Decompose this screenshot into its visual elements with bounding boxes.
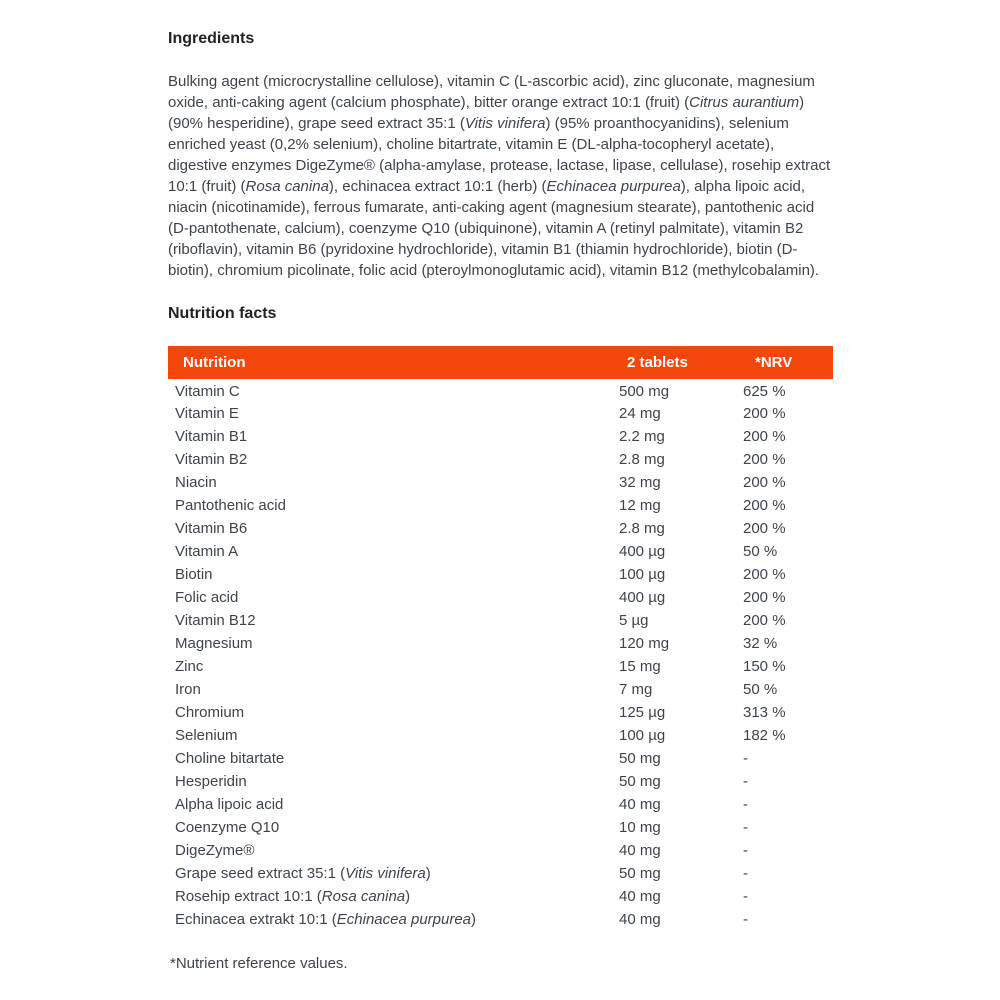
- table-row: [168, 839, 833, 862]
- table-row: [168, 655, 833, 678]
- nutrition-facts-heading: Nutrition facts: [168, 305, 277, 322]
- table-row: [168, 425, 833, 448]
- nutrient-name-cell: Vitamin E: [175, 404, 239, 422]
- amount-cell: 125 µg: [619, 703, 666, 721]
- amount-cell: 2.8 mg: [619, 450, 665, 468]
- table-row: [168, 724, 833, 747]
- amount-cell: 24 mg: [619, 404, 661, 422]
- amount-cell: 5 µg: [619, 611, 649, 629]
- nrv-cell: 182 %: [743, 726, 786, 744]
- amount-cell: 7 mg: [619, 680, 653, 698]
- ingredients-paragraph: Bulking agent (microcrystalline cellulose), vitamin C (L-ascorbic acid), zinc gluconate, magnesium oxide, anti-caking agent (calcium phosphate), bitter orange extract 10:1 (fruit) (Citrus aurantium) (90% hesperidine), grape seed extract 35:1 (Vitis vinifera) (95% proanthocyanidins), selenium enriched yeast (0,2% selenium), choline bitartrate, vitamin E (DL-alpha-tocopheryl acetate), digestive enzymes DigeZyme® (alpha-amylase, protease, lactase, lipase, cellulase), rosehip extract 10:1 (fruit) (Rosa canina), echinacea extract 10:1 (herb) (Echinacea purpurea), alpha lipoic acid, niacin (nicotinamide), ferrous fumarate, anti-caking agent (magnesium stearate), pantothenic acid (D-pantothenate, calcium), coenzyme Q10 (ubiquinone), vitamin A (retinyl palmitate), vitamin B2 (riboflavin), vitamin B6 (pyridoxine hydrochloride), vitamin B1 (thiamin hydrochloride), biotin (D-biotin), chromium picolinate, folic acid (pteroylmonoglutamic acid), vitamin B12 (methylcobalamin).: [168, 73, 831, 279]
- nutrient-name-cell: Vitamin B2: [175, 450, 248, 468]
- amount-cell: 50 mg: [619, 864, 661, 882]
- nutrient-name-cell: Coenzyme Q10: [175, 818, 280, 836]
- table-row: [168, 586, 833, 609]
- nrv-cell: -: [743, 772, 748, 790]
- amount-cell: 400 µg: [619, 588, 666, 606]
- table-row: [168, 609, 833, 632]
- amount-cell: 40 mg: [619, 910, 661, 928]
- table-row: [168, 494, 833, 517]
- nrv-cell: 150 %: [743, 657, 786, 675]
- table-row: [168, 517, 833, 540]
- table-header-row: [168, 346, 833, 379]
- nrv-cell: -: [743, 749, 748, 767]
- nutrient-name-cell: Vitamin C: [175, 383, 240, 400]
- nutrient-name-cell: Biotin: [175, 565, 213, 583]
- nutrient-name-cell: Grape seed extract 35:1 (Vitis vinifera): [175, 864, 431, 882]
- table-row: [168, 402, 833, 425]
- nrv-cell: 200 %: [743, 588, 786, 606]
- nrv-cell: -: [743, 818, 748, 836]
- nrv-cell: 50 %: [743, 680, 778, 698]
- table-row: [168, 816, 833, 839]
- table-row: [168, 885, 833, 908]
- nutrient-name-cell: Choline bitartate: [175, 749, 285, 767]
- table-row: [168, 862, 833, 885]
- nrv-cell: 50 %: [743, 542, 778, 560]
- table-row: [168, 540, 833, 563]
- nrv-cell: 625 %: [743, 383, 786, 400]
- table-row: [168, 563, 833, 586]
- nutrient-name-cell: Pantothenic acid: [175, 496, 286, 514]
- nutrient-name-cell: Rosehip extract 10:1 (Rosa canina): [175, 887, 411, 905]
- nutrient-name-cell: Alpha lipoic acid: [175, 795, 284, 813]
- table-row: [168, 908, 833, 931]
- nrv-cell: 313 %: [743, 703, 786, 721]
- nrv-cell: 200 %: [743, 427, 786, 445]
- amount-cell: 15 mg: [619, 657, 661, 675]
- nrv-cell: 200 %: [743, 404, 786, 422]
- amount-cell: 40 mg: [619, 795, 661, 813]
- nrv-cell: 32 %: [743, 634, 778, 652]
- amount-cell: 400 µg: [619, 542, 666, 560]
- nrv-cell: 200 %: [743, 519, 786, 537]
- nutrient-name-cell: DigeZyme®: [175, 841, 255, 859]
- nutrient-name-cell: Echinacea extrakt 10:1 (Echinacea purpurea): [175, 910, 477, 928]
- amount-cell: 10 mg: [619, 818, 661, 836]
- nutrient-name-cell: Iron: [175, 680, 201, 698]
- nrv-cell: -: [743, 910, 748, 928]
- table-row: [168, 701, 833, 724]
- amount-cell: 50 mg: [619, 772, 661, 790]
- amount-cell: 12 mg: [619, 496, 661, 514]
- table-row: [168, 632, 833, 655]
- nrv-cell: -: [743, 841, 748, 859]
- nutrient-name-cell: Chromium: [175, 703, 245, 721]
- nrv-cell: 200 %: [743, 473, 786, 491]
- nrv-cell: -: [743, 795, 748, 813]
- nutrient-name-cell: Vitamin B1: [175, 427, 248, 445]
- ingredients-heading: Ingredients: [168, 30, 255, 47]
- nutrient-name-cell: Magnesium: [175, 634, 253, 652]
- table-row: [168, 379, 833, 402]
- nutrient-name-cell: Vitamin B12: [175, 611, 256, 629]
- amount-cell: 40 mg: [619, 887, 661, 905]
- amount-cell: 2.2 mg: [619, 427, 665, 445]
- nutrient-name-cell: Niacin: [175, 473, 217, 491]
- nrv-cell: -: [743, 887, 748, 905]
- table-row: [168, 678, 833, 701]
- table-row: [168, 747, 833, 770]
- nutrient-name-cell: Vitamin A: [175, 542, 239, 560]
- amount-cell: 100 µg: [619, 565, 666, 583]
- amount-cell: 100 µg: [619, 726, 666, 744]
- amount-cell: 2.8 mg: [619, 519, 665, 537]
- nrv-cell: -: [743, 864, 748, 882]
- nutrient-name-cell: Vitamin B6: [175, 519, 248, 537]
- nrv-footnote: *Nutrient reference values.: [170, 955, 348, 972]
- amount-cell: 50 mg: [619, 749, 661, 767]
- nrv-cell: 200 %: [743, 496, 786, 514]
- amount-cell: 40 mg: [619, 841, 661, 859]
- nutrient-name-cell: Hesperidin: [175, 772, 247, 790]
- table-row: [168, 471, 833, 494]
- nutrient-name-cell: Selenium: [175, 726, 238, 744]
- product-details-page: [168, 0, 833, 974]
- nutrition-table: [168, 346, 833, 931]
- table-row: [168, 793, 833, 816]
- amount-cell: 120 mg: [619, 634, 670, 652]
- table-row: [168, 770, 833, 793]
- table-row: [168, 448, 833, 471]
- column-header-2-tablets: 2 tablets: [627, 354, 688, 371]
- nutrient-name-cell: Folic acid: [175, 588, 239, 606]
- column-header-nutrition: Nutrition: [183, 354, 246, 371]
- nutrient-name-cell: Zinc: [175, 657, 204, 675]
- nrv-cell: 200 %: [743, 450, 786, 468]
- nrv-cell: 200 %: [743, 565, 786, 583]
- column-header-nrv: *NRV: [755, 354, 793, 371]
- amount-cell: 500 mg: [619, 383, 670, 400]
- nrv-cell: 200 %: [743, 611, 786, 629]
- amount-cell: 32 mg: [619, 473, 661, 491]
